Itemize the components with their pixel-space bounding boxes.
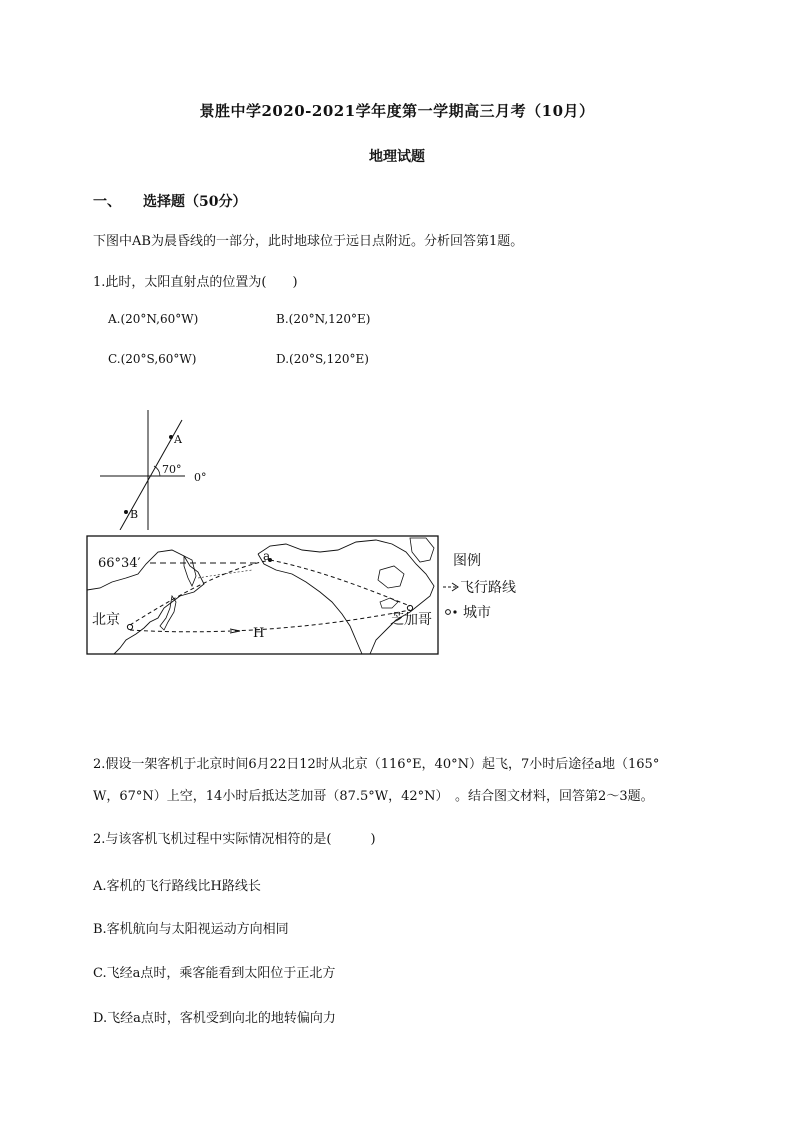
legend-title: 图例 bbox=[453, 553, 481, 569]
section-number: 一、 bbox=[93, 194, 121, 210]
point-a-label: a bbox=[263, 549, 271, 563]
question-1-option-c: C.(20°S,60°W) bbox=[108, 352, 197, 366]
legend-route-label: 飞行路线 bbox=[460, 580, 516, 596]
legend-city-icon bbox=[446, 610, 451, 615]
page-subtitle: 地理试题 bbox=[369, 149, 425, 165]
question-2-option-c: C.飞经a点时，乘客能看到太阳位于正北方 bbox=[93, 966, 336, 981]
point-b-marker bbox=[124, 510, 128, 514]
question-1-option-a: A.(20°N,60°W) bbox=[108, 312, 199, 326]
section-heading bbox=[93, 191, 246, 211]
question-1-option-b: B.(20°N,120°E) bbox=[276, 312, 371, 326]
legend-city-dot-icon bbox=[453, 610, 456, 613]
point-b-label: B bbox=[130, 508, 139, 521]
point-a-marker bbox=[169, 435, 173, 439]
page-title: 景胜中学2020-2021学年度第一学期高三月考（10月） bbox=[199, 102, 595, 120]
flight-route-map bbox=[80, 530, 530, 660]
terminator-diagram bbox=[80, 400, 240, 530]
question-2-option-a: A.客机的飞行路线比H路线长 bbox=[93, 879, 261, 894]
angle-label: 70° bbox=[162, 463, 182, 476]
intro-paragraph-2-line-2: W，67°N）上空，14小时后抵达芝加哥（87.5°W，42°N） 。结合图文材料，回答第2～3题。 bbox=[93, 789, 654, 804]
section-label: 选择题（50分） bbox=[143, 194, 247, 210]
question-1-option-d: D.(20°S,120°E) bbox=[276, 352, 369, 366]
chicago-label: 芝加哥 bbox=[390, 612, 432, 628]
arctic-circle-label: 66°34′ bbox=[98, 556, 141, 571]
route-h-label: H bbox=[253, 626, 265, 641]
question-2-option-d: D.飞经a点时，客机受到向北的地转偏向力 bbox=[93, 1011, 336, 1026]
legend-city-label: 城市 bbox=[463, 605, 491, 621]
intro-paragraph-2-line-1: 2.假设一架客机于北京时间6月22日12时从北京（116°E，40°N）起飞，7小时后途径a地（165° bbox=[93, 757, 660, 772]
question-2-stem: 2.与该客机飞机过程中实际情况相符的是( ) bbox=[93, 832, 376, 847]
equator-label: 0° bbox=[194, 471, 207, 484]
point-a-label: A bbox=[174, 433, 182, 446]
question-2-option-b: B.客机航向与太阳视运动方向相同 bbox=[93, 922, 289, 937]
beijing-label: 北京 bbox=[92, 612, 120, 628]
question-1-stem: 1.此时，太阳直射点的位置为( ) bbox=[93, 275, 298, 290]
intro-paragraph-1: 下图中AB为晨昏线的一部分，此时地球位于远日点附近。分析回答第1题。 bbox=[93, 234, 524, 249]
